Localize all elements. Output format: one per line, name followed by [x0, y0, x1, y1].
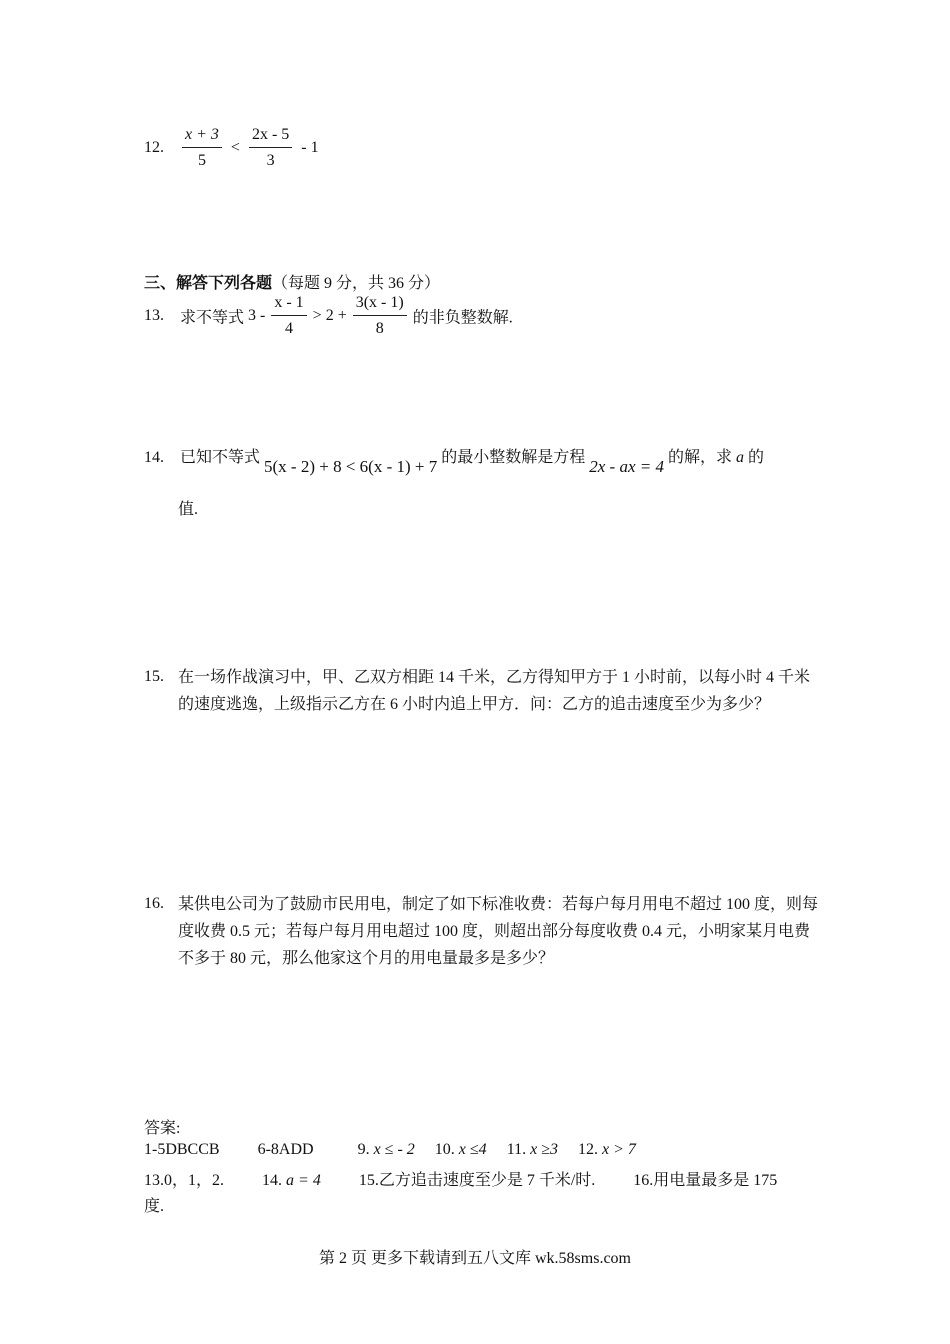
numerator: x - 1 [271, 294, 306, 316]
fraction-1 [182, 126, 222, 170]
answers-label: 答案: [144, 1120, 181, 1137]
question-13 [144, 294, 513, 338]
question-number: 12. [144, 139, 164, 156]
question-15-text: 在一场作战演习中，甲、乙双方相距 14 千米，乙方得知甲方于 1 小时前，以每小时 4 千米的速度逃逸，上级指示乙方在 6 小时内追上甲方．问：乙方的追击速度至少为多少？ [178, 669, 811, 713]
denominator: 5 [197, 152, 206, 169]
answer-15: 15.乙方追击速度至少是 7 千米/时. [358, 1172, 596, 1189]
question-prefix: 求不等式 [180, 309, 245, 327]
answer-9-label: 9. [357, 1141, 370, 1158]
answers-line-1 [144, 1141, 636, 1159]
expression-lead: 3 - [248, 307, 266, 324]
question-prefix: 已知不等式 [180, 449, 261, 466]
question-suffix: 的解，求 [668, 449, 733, 466]
fraction-2 [249, 126, 292, 170]
answers-line-2 [144, 1167, 777, 1190]
answer-12: x > 7 [601, 1141, 636, 1158]
page-footer: 第 2 页 更多下载请到五八文库 wk.58sms.com [318, 1250, 631, 1267]
answers-line-3: 度. [144, 1198, 165, 1215]
expression-tail: - 1 [301, 139, 319, 156]
answer-11-label: 11. [506, 1141, 527, 1158]
question-suffix: 的非负整数解. [412, 309, 513, 327]
answer-1-5: 1-5DBCCB [144, 1141, 220, 1158]
fraction-2 [353, 294, 407, 338]
answer-14: a = 4 [286, 1172, 321, 1189]
question-mid: 的最小整数解是方程 [441, 449, 586, 466]
question-number: 16. [144, 895, 164, 912]
answer-6-8: 6-8ADD [257, 1141, 314, 1158]
numerator: 2x - 5 [249, 126, 292, 148]
section-title: 三、解答下列各题 [144, 275, 273, 292]
question-14-line-2: 值. [178, 501, 199, 518]
question-suffix-2: 的 [748, 449, 765, 466]
section-heading [144, 270, 440, 293]
numerator: x + 3 [182, 126, 222, 148]
question-16-text: 某供电公司为了鼓励市民用电，制定了如下标准收费：若每户每月用电不超过 100 度，则每度收费 0.5 元；若每户每月用电超过 100 度，则超出部分每度收费 0.4 元，小明家某月电费不多于 80 元，那么他家这个月的用电量最多是多少？ [178, 896, 819, 967]
question-14 [144, 444, 824, 476]
answer-13: 13.0，1，2. [144, 1172, 225, 1189]
question-number: 14. [144, 449, 164, 466]
expression-mid: > 2 + [312, 307, 347, 324]
fraction-1 [271, 294, 306, 338]
denominator: 3 [266, 152, 275, 169]
answer-10-label: 10. [434, 1141, 455, 1158]
question-12 [144, 126, 322, 170]
answer-9: x ≤ - 2 [373, 1141, 415, 1158]
answer-16: 16.用电量最多是 175 [633, 1172, 778, 1189]
numerator: 3(x - 1) [353, 294, 407, 316]
denominator: 8 [375, 320, 384, 337]
inequality: 5(x - 2) + 8 < 6(x - 1) + 7 [264, 457, 438, 476]
denominator: 4 [285, 320, 293, 337]
answer-12-label: 12. [577, 1141, 598, 1158]
equation: 2x - ax = 4 [589, 457, 664, 476]
answer-10: x ≤4 [458, 1141, 487, 1158]
answer-14-label: 14. [262, 1172, 283, 1189]
question-number: 13. [144, 307, 164, 324]
operator: < [230, 139, 240, 156]
section-note: （每题 9 分，共 36 分） [272, 275, 441, 292]
answer-11: x ≥3 [530, 1141, 558, 1158]
variable-a: a [736, 449, 745, 466]
question-number: 15. [144, 668, 164, 685]
